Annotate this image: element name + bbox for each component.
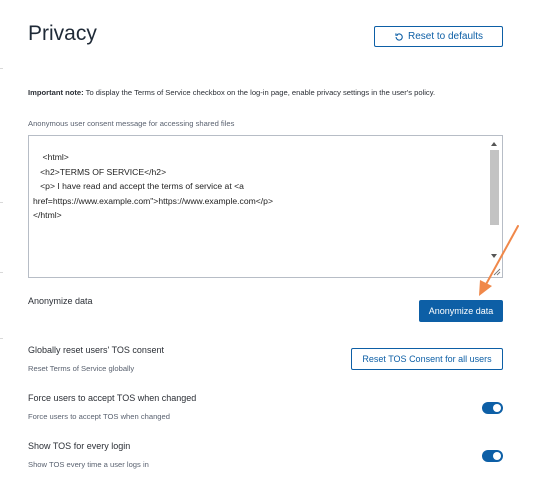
edge-marker (0, 68, 3, 69)
important-note-text: To display the Terms of Service checkbox on the log-in page, enable privacy settings in the user's policy. (83, 88, 436, 97)
scroll-thumb[interactable] (490, 150, 499, 225)
anonymize-data-title: Anonymize data (28, 296, 93, 306)
reset-tos-consent-button[interactable]: Reset TOS Consent for all users (351, 348, 503, 370)
reset-to-defaults-label: Reset to defaults (407, 31, 484, 42)
edge-marker (0, 272, 3, 273)
edge-marker (0, 338, 3, 339)
reset-to-defaults-button[interactable] (374, 26, 503, 47)
important-note (28, 88, 508, 97)
anonymize-data-button[interactable]: Anonymize data (419, 300, 503, 322)
show-tos-toggle[interactable] (482, 450, 503, 462)
edge-marker (0, 202, 3, 203)
toggle-knob (493, 452, 501, 460)
scroll-up-arrow-icon[interactable] (491, 142, 497, 146)
consent-message-label: Anonymous user consent message for accessing shared files (28, 119, 235, 128)
rotate-ccw-icon (394, 32, 404, 42)
page-title: Privacy (28, 22, 97, 45)
force-tos-toggle[interactable] (482, 402, 503, 414)
reset-tos-title: Globally reset users' TOS consent (28, 345, 164, 355)
force-tos-subtitle: Force users to accept TOS when changed (28, 412, 170, 421)
show-tos-title: Show TOS for every login (28, 441, 131, 451)
annotation-arrow-icon (470, 222, 524, 298)
consent-message-text: <html> <h2>TERMS OF SERVICE</h2> <p> I have read and accept the terms of service at <a href=https://www.example.com">https://www.example.com</p> </html> (33, 152, 273, 220)
reset-tos-subtitle: Reset Terms of Service globally (28, 364, 135, 373)
toggle-knob (493, 404, 501, 412)
show-tos-subtitle: Show TOS every time a user logs in (28, 460, 149, 469)
force-tos-title: Force users to accept TOS when changed (28, 393, 197, 403)
important-note-label: Important note: (28, 88, 84, 97)
consent-message-textarea[interactable] (28, 135, 503, 278)
